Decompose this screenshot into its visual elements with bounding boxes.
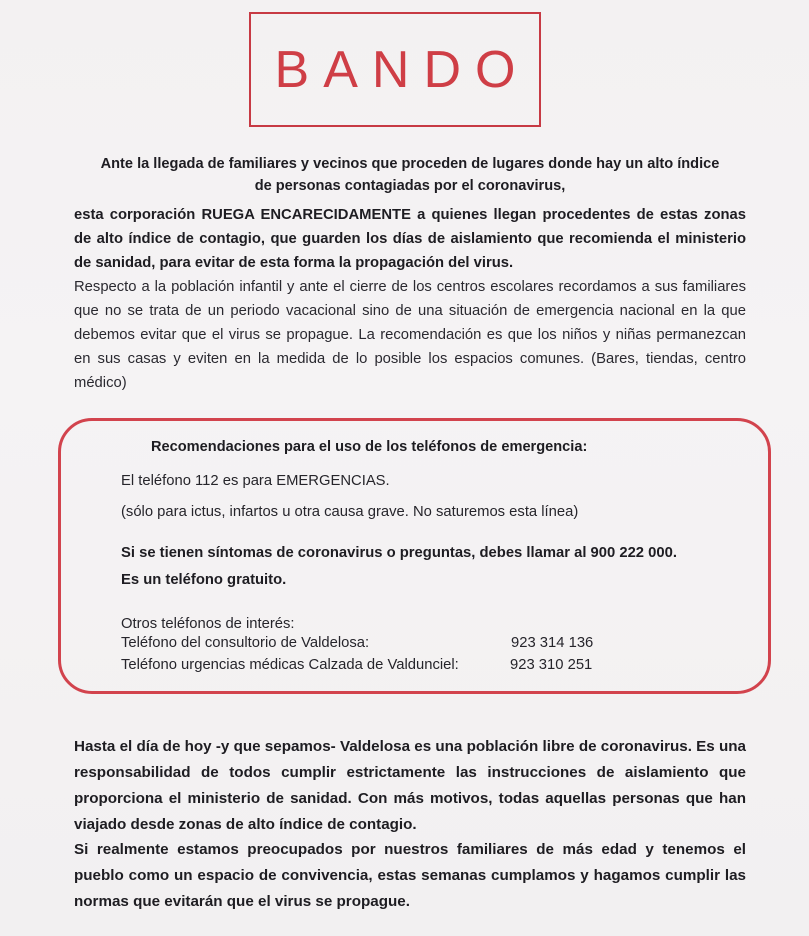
other-phones-heading: Otros teléfonos de interés: (121, 616, 295, 632)
phone-label: Teléfono urgencias médicas Calzada de Valdunciel: (121, 657, 459, 673)
emergency-heading: Recomendaciones para el uso de los teléfonos de emergencia: (151, 439, 588, 455)
phone-label: Teléfono del consultorio de Valdelosa: (121, 635, 370, 651)
paragraph-status: Hasta el día de hoy -y que sepamos- Valdelosa es una población libre de coronavirus. Es una responsabilidad de todos cumplir estrictamente las instrucciones de aislamiento que proporciona el ministerio de sanidad. Con más motivos, todas aquellas personas que han viajado desde zonas de alto índice de contagio. (74, 738, 746, 833)
paragraph-closing: Si realmente estamos preocupados por nuestros familiares de más edad y tenemos el pueblo como un espacio de convivencia, estas semanas cumplamos y hagamos cumplir las normas que evitarán que el virus se propague. (74, 841, 746, 910)
emergency-112-note: (sólo para ictus, infartos u otra causa grave. No saturemos esta línea) (121, 504, 579, 520)
paragraph-request: esta corporación RUEGA ENCARECIDAMENTE a quienes llegan procedentes de estas zonas de alto índice de contagio, que guarden los días de aislamiento que recomienda el ministerio de sanidad, para evitar de esta forma la propagación del virus. (74, 207, 746, 271)
intro-line-2: de personas contagiadas por el coronavirus, (254, 178, 566, 194)
paragraph-children: Respecto a la población infantil y ante el cierre de los centros escolares recordamos a sus familiares que no se trata de un periodo vacacional sino de una situación de emergencia nacional en la que debemos evitar que el virus se propague. La recomendación es que los niños y niñas permanezcan en sus casas y eviten en la medida de lo posible los espacios comunes. (Bares, tiendas, centro médico) (74, 279, 746, 391)
emergency-112-line: El teléfono 112 es para EMERGENCIAS. (121, 473, 390, 489)
emergency-phones-box (58, 418, 771, 694)
covid-phone-line: Si se tienen síntomas de coronavirus o preguntas, debes llamar al 900 222 000. (121, 545, 677, 561)
intro-text (74, 153, 746, 197)
free-phone-line: Es un teléfono gratuito. (121, 572, 287, 588)
intro-line-1: Ante la llegada de familiares y vecinos que proceden de lugares donde hay un alto índice (100, 156, 720, 172)
phone-number: 923 314 136 (511, 635, 594, 651)
page-title: BANDO (274, 40, 530, 99)
phone-number: 923 310 251 (510, 657, 593, 673)
title-box (249, 12, 541, 127)
